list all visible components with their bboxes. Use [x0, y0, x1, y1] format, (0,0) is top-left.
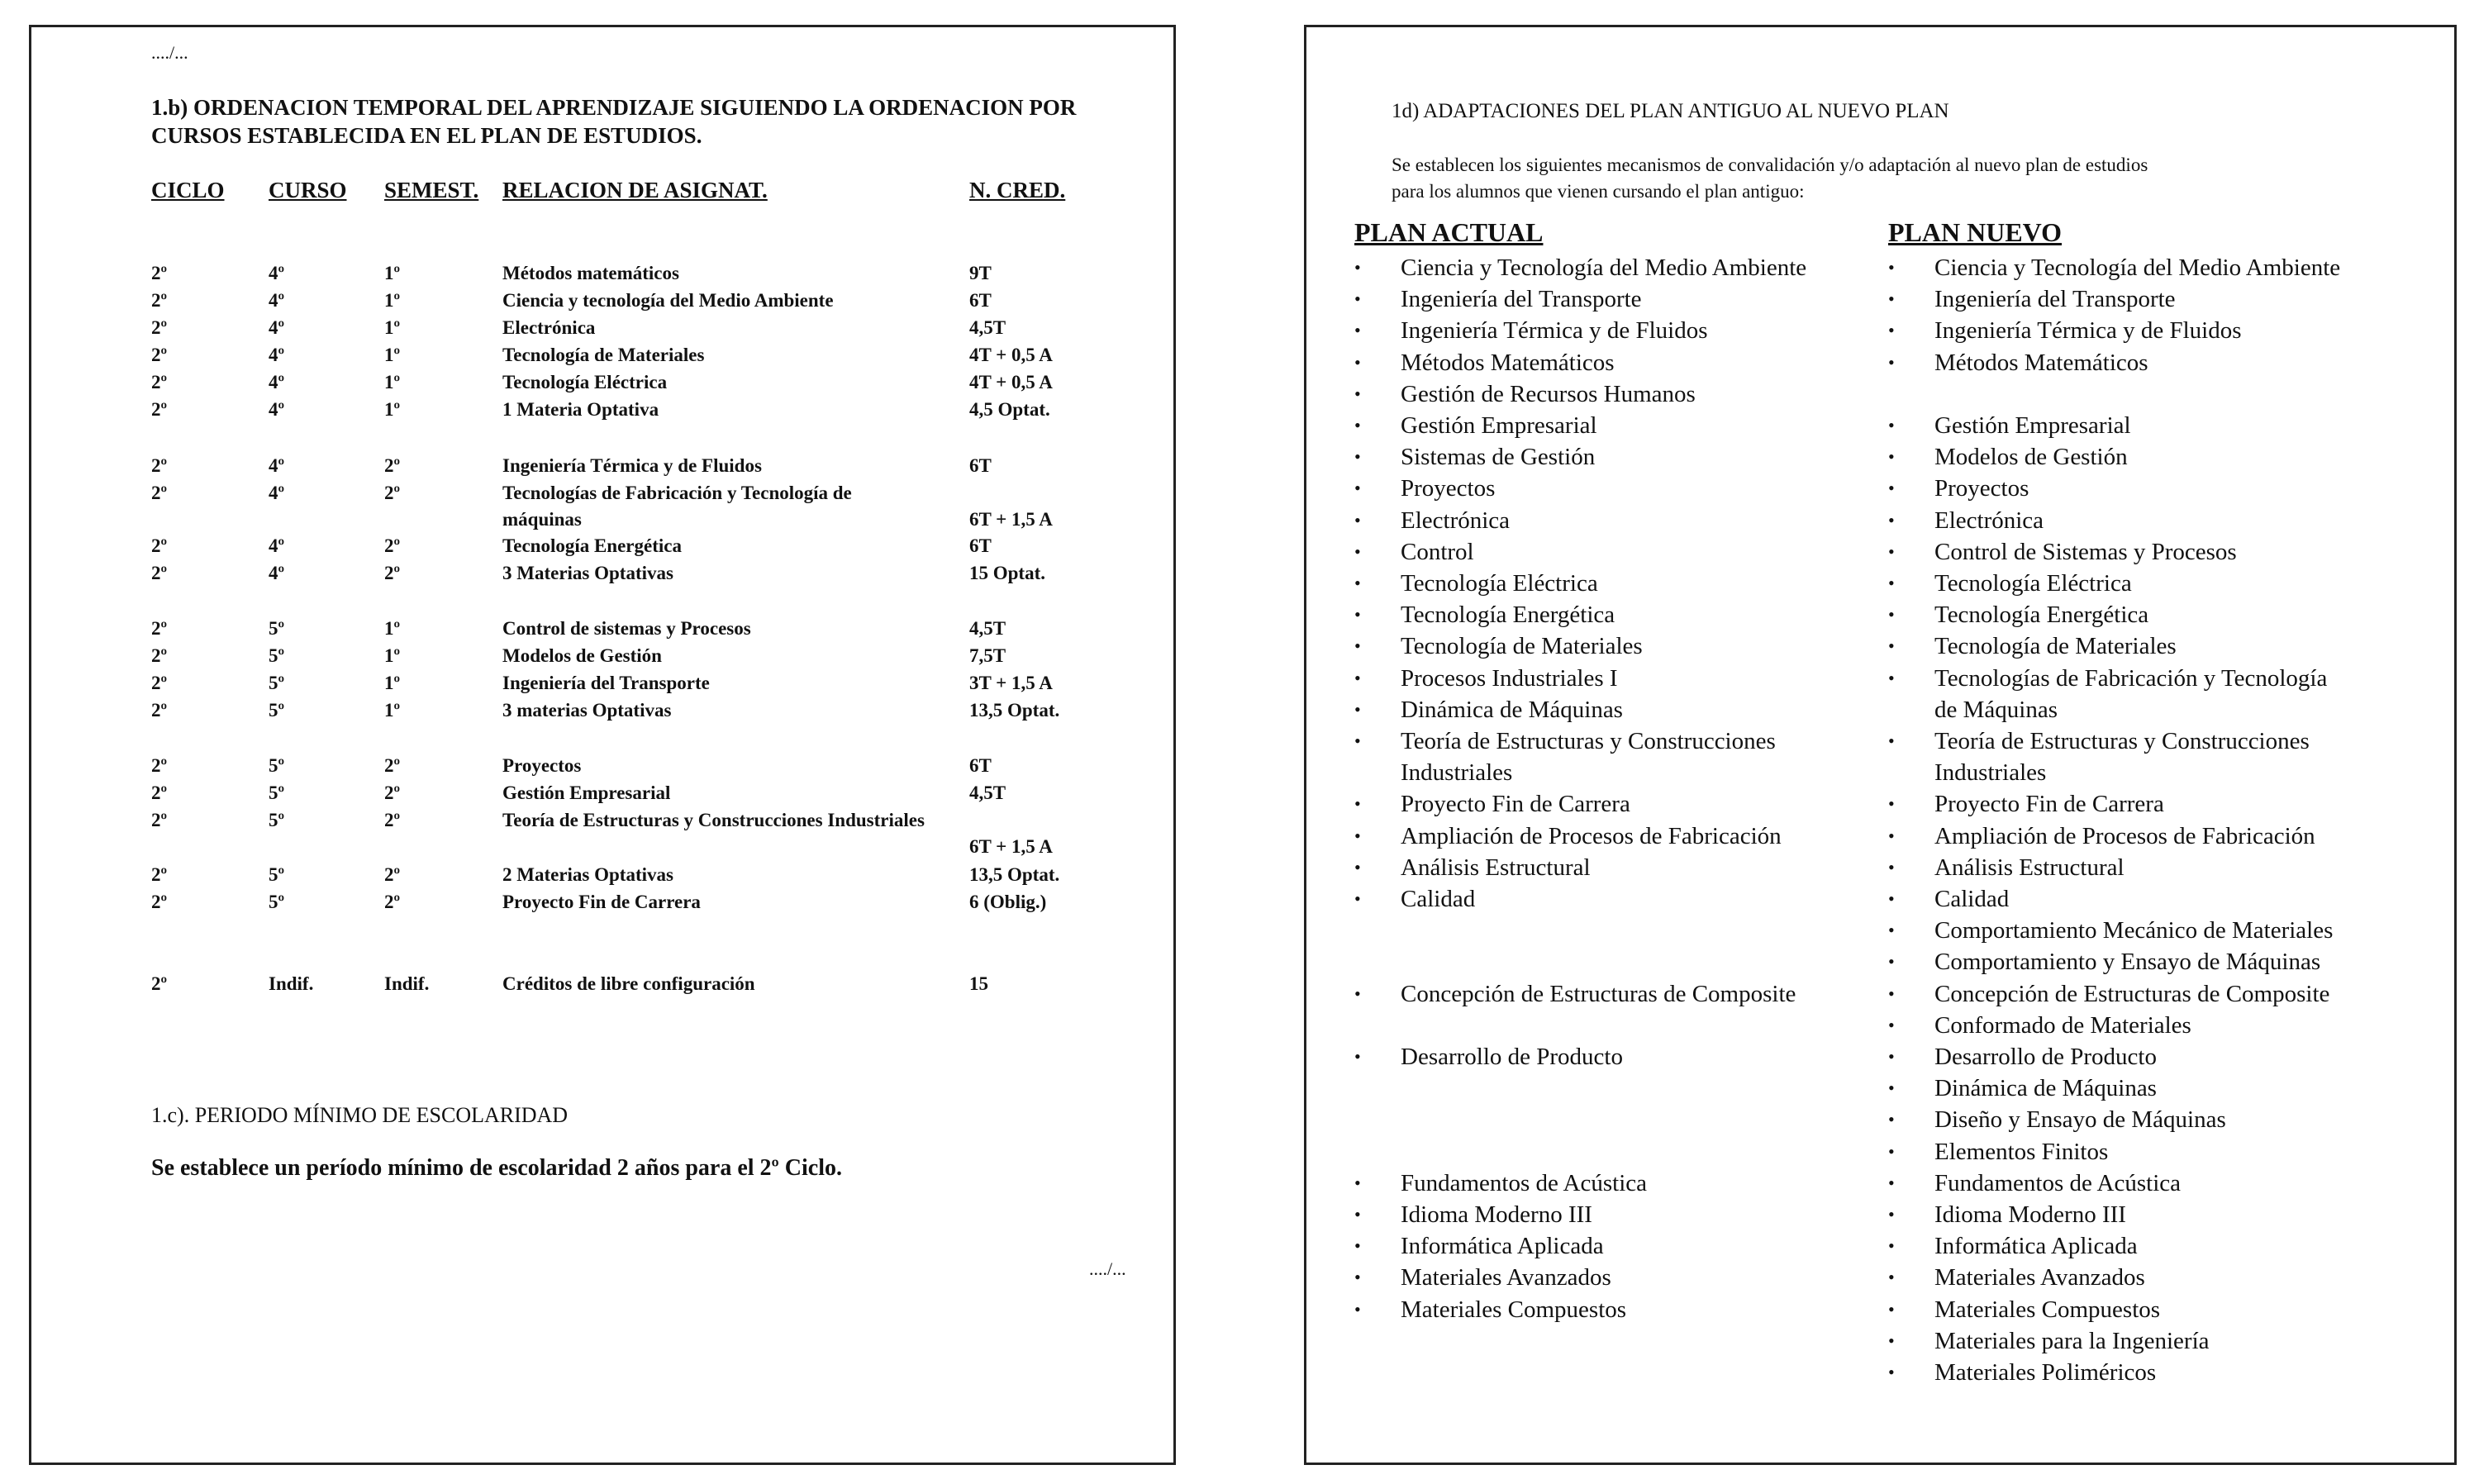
- bullet-icon: •: [1354, 699, 1361, 720]
- plan-nuevo-item-label: Análisis Estructural: [1934, 854, 2125, 881]
- cell-semest: 2º: [384, 563, 401, 583]
- cell-asignatura: Ingeniería del Transporte: [502, 673, 710, 693]
- cell-creditos: 13,5 Optat.: [969, 700, 1060, 721]
- cell-asignatura: Teoría de Estructuras y Construcciones Industriales: [502, 810, 925, 830]
- cell-creditos: 15 Optat.: [969, 563, 1045, 583]
- plan-actual-item-label: Desarrollo de Producto: [1401, 1044, 1623, 1070]
- cell-ciclo: 2º: [151, 263, 168, 283]
- bullet-icon: •: [1888, 1267, 1895, 1287]
- cell-creditos: 6T: [969, 290, 992, 311]
- plan-actual-item-label: Fundamentos de Acústica: [1401, 1170, 1648, 1196]
- bullet-icon: •: [1354, 1204, 1361, 1225]
- top-continuation-mark: ..../...: [151, 42, 188, 63]
- cell-asignatura: Créditos de libre configuración: [502, 973, 755, 994]
- plan-actual-item-label: Idioma Moderno III: [1401, 1201, 1592, 1228]
- cell-creditos: 6T: [969, 535, 992, 556]
- bullet-icon: •: [1354, 478, 1361, 498]
- bullet-icon: •: [1354, 983, 1361, 1004]
- cell-semest: 2º: [384, 455, 401, 476]
- cell-semest: 1º: [384, 700, 401, 721]
- bullet-icon: •: [1888, 1330, 1895, 1351]
- cell-semest: 2º: [384, 864, 401, 885]
- cell-semest: 2º: [384, 535, 401, 556]
- plan-actual-item-label: Teoría de Estructuras y Construcciones: [1401, 728, 1776, 754]
- cell-asignatura: Métodos matemáticos: [502, 263, 679, 283]
- bullet-icon: •: [1354, 635, 1361, 656]
- cell-asignatura: 2 Materias Optativas: [502, 864, 673, 885]
- cell-creditos: 3T + 1,5 A: [969, 673, 1053, 693]
- bullet-icon: •: [1354, 793, 1361, 814]
- plan-actual-heading: PLAN ACTUAL: [1354, 217, 1544, 247]
- cell-curso: 5º: [269, 755, 285, 776]
- column-header-ciclo: CICLO: [151, 178, 225, 202]
- plan-nuevo-item-label: Calidad: [1934, 886, 2010, 912]
- cell-ciclo: 2º: [151, 317, 168, 338]
- cell-asignatura: Tecnología de Materiales: [502, 345, 705, 365]
- cell-curso: 5º: [269, 810, 285, 830]
- cell-semest: 2º: [384, 782, 401, 803]
- plan-nuevo-item-label: Materiales para la Ingeniería: [1934, 1328, 2210, 1354]
- bullet-icon: •: [1888, 352, 1895, 373]
- bullet-icon: •: [1888, 1015, 1895, 1035]
- bullet-icon: •: [1354, 1235, 1361, 1256]
- cell-curso: 5º: [269, 892, 285, 912]
- plan-nuevo-item-label: Conformado de Materiales: [1934, 1012, 2191, 1039]
- column-header-creditos: N. CRED.: [969, 178, 1066, 202]
- bullet-icon: •: [1888, 478, 1895, 498]
- plan-nuevo-item-label: Gestión Empresarial: [1934, 412, 2131, 439]
- cell-creditos: 4T + 0,5 A: [969, 345, 1053, 365]
- cell-ciclo: 2º: [151, 755, 168, 776]
- cell-asignatura: Proyecto Fin de Carrera: [502, 892, 701, 912]
- plan-nuevo-item-label: Fundamentos de Acústica: [1934, 1170, 2182, 1196]
- plan-nuevo-item-label: Comportamiento Mecánico de Materiales: [1934, 917, 2334, 944]
- section-b-title: 1.b) ORDENACION TEMPORAL DEL APRENDIZAJE SIGUIENDO LA ORDENACION POR CURSOS ESTABLECIDA EN EL PLAN DE ESTUDIOS.: [151, 95, 1077, 148]
- section-c-text: Se establece un período mínimo de escolaridad 2 años para el 2º Ciclo.: [151, 1155, 842, 1181]
- plan-actual-item-label: Calidad: [1401, 886, 1476, 912]
- cell-asignatura: 1 Materia Optativa: [502, 399, 659, 420]
- cell-asignatura: 3 materias Optativas: [502, 700, 672, 721]
- bullet-icon: •: [1354, 730, 1361, 751]
- plan-nuevo-item-label: de Máquinas: [1934, 697, 2058, 723]
- bullet-icon: •: [1354, 1046, 1361, 1067]
- section-d-title: 1d) ADAPTACIONES DEL PLAN ANTIGUO AL NUEVO PLAN: [1392, 100, 1949, 122]
- cell-semest: 2º: [384, 755, 401, 776]
- plan-actual-item-label: Sistemas de Gestión: [1401, 444, 1596, 470]
- cell-ciclo: 2º: [151, 864, 168, 885]
- cell-curso: 4º: [269, 345, 285, 365]
- cell-curso: Indif.: [269, 973, 314, 994]
- cell-curso: 4º: [269, 399, 285, 420]
- cell-curso: 4º: [269, 455, 285, 476]
- cell-creditos: 9T: [969, 263, 992, 283]
- bullet-icon: •: [1354, 541, 1361, 562]
- bullet-icon: •: [1888, 1235, 1895, 1256]
- plan-actual-item-label: Procesos Industriales I: [1401, 665, 1618, 692]
- bullet-icon: •: [1888, 1109, 1895, 1130]
- plan-nuevo-item-label: Ciencia y Tecnología del Medio Ambiente: [1934, 254, 2341, 281]
- plan-nuevo-item-label: Industriales: [1934, 759, 2047, 786]
- cell-semest: Indif.: [384, 973, 430, 994]
- cell-semest: 1º: [384, 263, 401, 283]
- plan-actual-item-label: Ampliación de Procesos de Fabricación: [1401, 823, 1782, 849]
- plan-actual-item-label: Proyecto Fin de Carrera: [1401, 791, 1630, 817]
- cell-ciclo: 2º: [151, 973, 168, 994]
- cell-ciclo: 2º: [151, 455, 168, 476]
- left-page: [29, 25, 1176, 1465]
- bullet-icon: •: [1354, 446, 1361, 467]
- plan-nuevo-item-label: Tecnología Energética: [1934, 602, 2149, 628]
- cell-asignatura: Electrónica: [502, 317, 596, 338]
- bullet-icon: •: [1888, 1141, 1895, 1162]
- cell-ciclo: 2º: [151, 290, 168, 311]
- cell-creditos: 4,5T: [969, 618, 1006, 639]
- plan-nuevo-item-label: Ampliación de Procesos de Fabricación: [1934, 823, 2315, 849]
- cell-asignatura: Ciencia y tecnología del Medio Ambiente: [502, 290, 834, 311]
- cell-semest: 2º: [384, 892, 401, 912]
- plan-actual-item-label: Tecnología Eléctrica: [1401, 570, 1598, 597]
- cell-curso: 5º: [269, 618, 285, 639]
- cell-curso: 5º: [269, 782, 285, 803]
- plan-actual-item-label: Dinámica de Máquinas: [1401, 697, 1623, 723]
- bullet-icon: •: [1888, 888, 1895, 909]
- cell-creditos: 4,5T: [969, 317, 1006, 338]
- cell-semest: 1º: [384, 317, 401, 338]
- plan-nuevo-item-label: Ingeniería del Transporte: [1934, 286, 2176, 312]
- cell-ciclo: 2º: [151, 782, 168, 803]
- section-c-title: 1.c). PERIODO MÍNIMO DE ESCOLARIDAD: [151, 1103, 569, 1127]
- bullet-icon: •: [1354, 1267, 1361, 1287]
- bullet-icon: •: [1888, 257, 1895, 278]
- cell-asignatura: Control de sistemas y Procesos: [502, 618, 751, 639]
- cell-curso: 4º: [269, 483, 285, 503]
- bullet-icon: •: [1354, 1299, 1361, 1320]
- bullet-icon: •: [1888, 793, 1895, 814]
- plan-nuevo-item-label: Proyectos: [1934, 475, 2029, 502]
- bullet-icon: •: [1888, 1077, 1895, 1098]
- bullet-icon: •: [1354, 383, 1361, 404]
- column-header-curso: CURSO: [269, 178, 347, 202]
- cell-ciclo: 2º: [151, 810, 168, 830]
- cell-asignatura: Ingeniería Térmica y de Fluidos: [502, 455, 762, 476]
- bullet-icon: •: [1888, 415, 1895, 435]
- bullet-icon: •: [1888, 668, 1895, 688]
- bullet-icon: •: [1888, 288, 1895, 309]
- bullet-icon: •: [1354, 257, 1361, 278]
- plan-actual-item-label: Métodos Matemáticos: [1401, 350, 1615, 376]
- cell-curso: 4º: [269, 317, 285, 338]
- cell-creditos: 4T + 0,5 A: [969, 372, 1053, 392]
- cell-semest: 1º: [384, 372, 401, 392]
- bottom-continuation-mark: ..../...: [1089, 1258, 1126, 1279]
- bullet-icon: •: [1888, 920, 1895, 940]
- cell-semest: 1º: [384, 399, 401, 420]
- bullet-icon: •: [1888, 320, 1895, 340]
- plan-actual-item-label: Informática Aplicada: [1401, 1233, 1604, 1259]
- plan-actual-item-label: Materiales Compuestos: [1401, 1296, 1627, 1323]
- cell-asignatura: Tecnología Eléctrica: [502, 372, 668, 392]
- bullet-icon: •: [1888, 1299, 1895, 1320]
- bullet-icon: •: [1888, 1362, 1895, 1382]
- plan-nuevo-item-label: Proyecto Fin de Carrera: [1934, 791, 2164, 817]
- cell-semest: 1º: [384, 645, 401, 666]
- cell-curso: 5º: [269, 673, 285, 693]
- cell-semest: 2º: [384, 810, 401, 830]
- plan-actual-item-label: Electrónica: [1401, 507, 1511, 534]
- cell-creditos: 15: [969, 973, 988, 994]
- cell-ciclo: 2º: [151, 563, 168, 583]
- plan-nuevo-item-label: Ingeniería Térmica y de Fluidos: [1934, 317, 2242, 344]
- cell-curso: 4º: [269, 563, 285, 583]
- bullet-icon: •: [1888, 1172, 1895, 1193]
- cell-asignatura: Gestión Empresarial: [502, 782, 671, 803]
- plan-nuevo-heading: PLAN NUEVO: [1888, 217, 2063, 247]
- plan-nuevo-item-label: Comportamiento y Ensayo de Máquinas: [1934, 949, 2321, 975]
- bullet-icon: •: [1888, 730, 1895, 751]
- cell-ciclo: 2º: [151, 483, 168, 503]
- bullet-icon: •: [1354, 888, 1361, 909]
- plan-nuevo-item-label: Materiales Avanzados: [1934, 1264, 2145, 1291]
- cell-ciclo: 2º: [151, 372, 168, 392]
- plan-actual-item-label: Concepción de Estructuras de Composite: [1401, 981, 1796, 1007]
- cell-asignatura: Tecnología Energética: [502, 535, 682, 556]
- bullet-icon: •: [1354, 415, 1361, 435]
- bullet-icon: •: [1888, 1204, 1895, 1225]
- cell-creditos: 6 (Oblig.): [969, 892, 1047, 912]
- plan-nuevo-item-label: Informática Aplicada: [1934, 1233, 2138, 1259]
- bullet-icon: •: [1888, 1046, 1895, 1067]
- cell-ciclo: 2º: [151, 700, 168, 721]
- cell-creditos: 6T + 1,5 A: [969, 509, 1053, 530]
- plan-actual-item-label: Tecnología Energética: [1401, 602, 1615, 628]
- cell-semest: 1º: [384, 345, 401, 365]
- plan-nuevo-item-label: Dinámica de Máquinas: [1934, 1075, 2157, 1101]
- cell-creditos: 4,5T: [969, 782, 1006, 803]
- cell-asignatura: Modelos de Gestión: [502, 645, 662, 666]
- cell-semest: 2º: [384, 483, 401, 503]
- bullet-icon: •: [1354, 825, 1361, 846]
- plan-nuevo-item-label: Tecnología de Materiales: [1934, 633, 2177, 659]
- cell-semest: 1º: [384, 290, 401, 311]
- cell-curso: 5º: [269, 700, 285, 721]
- cell-creditos: 13,5 Optat.: [969, 864, 1060, 885]
- plan-actual-item-label: Gestión Empresarial: [1401, 412, 1597, 439]
- plan-nuevo-item-label: Concepción de Estructuras de Composite: [1934, 981, 2330, 1007]
- cell-ciclo: 2º: [151, 645, 168, 666]
- cell-ciclo: 2º: [151, 535, 168, 556]
- cell-curso: 5º: [269, 864, 285, 885]
- intro-line-2: para los alumnos que vienen cursando el plan antiguo:: [1392, 181, 1805, 202]
- bullet-icon: •: [1888, 604, 1895, 625]
- plan-nuevo-item-label: Métodos Matemáticos: [1934, 350, 2148, 376]
- cell-asignatura: 3 Materias Optativas: [502, 563, 673, 583]
- plan-nuevo-item-label: Elementos Finitos: [1934, 1139, 2109, 1165]
- plan-nuevo-item-label: Desarrollo de Producto: [1934, 1044, 2157, 1070]
- cell-asignatura: Proyectos: [502, 755, 582, 776]
- bullet-icon: •: [1888, 951, 1895, 972]
- bullet-icon: •: [1888, 825, 1895, 846]
- cell-creditos: 6T: [969, 455, 992, 476]
- plan-nuevo-item-label: Modelos de Gestión: [1934, 444, 2128, 470]
- bullet-icon: •: [1888, 446, 1895, 467]
- cell-creditos: 6T: [969, 755, 992, 776]
- column-header-semest: SEMEST.: [384, 178, 479, 202]
- plan-actual-item-label: Análisis Estructural: [1401, 854, 1591, 881]
- cell-curso: 4º: [269, 263, 285, 283]
- cell-creditos: 7,5T: [969, 645, 1006, 666]
- cell-creditos: 6T + 1,5 A: [969, 836, 1053, 857]
- bullet-icon: •: [1888, 541, 1895, 562]
- bullet-icon: •: [1354, 320, 1361, 340]
- bullet-icon: •: [1354, 857, 1361, 878]
- plan-actual-item-label: Control: [1401, 539, 1474, 565]
- bullet-icon: •: [1888, 510, 1895, 530]
- bullet-icon: •: [1888, 635, 1895, 656]
- intro-line-1: Se establecen los siguientes mecanismos de convalidación y/o adaptación al nuevo plan de estudios: [1392, 155, 2148, 175]
- cell-ciclo: 2º: [151, 345, 168, 365]
- cell-curso: 4º: [269, 290, 285, 311]
- plan-nuevo-item-label: Materiales Poliméricos: [1934, 1359, 2157, 1386]
- cell-ciclo: 2º: [151, 673, 168, 693]
- plan-nuevo-item-label: Tecnologías de Fabricación y Tecnología: [1934, 665, 2328, 692]
- cell-ciclo: 2º: [151, 399, 168, 420]
- bullet-icon: •: [1888, 573, 1895, 593]
- bullet-icon: •: [1354, 1172, 1361, 1193]
- cell-ciclo: 2º: [151, 892, 168, 912]
- plan-nuevo-item-label: Materiales Compuestos: [1934, 1296, 2161, 1323]
- plan-nuevo-item-label: Idioma Moderno III: [1934, 1201, 2126, 1228]
- bullet-icon: •: [1354, 604, 1361, 625]
- plan-actual-item-label: Tecnología de Materiales: [1401, 633, 1643, 659]
- plan-nuevo-item-label: Tecnología Eléctrica: [1934, 570, 2132, 597]
- bullet-icon: •: [1888, 857, 1895, 878]
- plan-actual-item-label: Ingeniería del Transporte: [1401, 286, 1642, 312]
- plan-actual-item-label: Industriales: [1401, 759, 1513, 786]
- cell-curso: 5º: [269, 645, 285, 666]
- cell-semest: 1º: [384, 618, 401, 639]
- right-page: [1304, 25, 2457, 1465]
- plan-nuevo-item-label: Diseño y Ensayo de Máquinas: [1934, 1106, 2226, 1133]
- cell-creditos: 4,5 Optat.: [969, 399, 1050, 420]
- cell-semest: 1º: [384, 673, 401, 693]
- cell-curso: 4º: [269, 535, 285, 556]
- bullet-icon: •: [1354, 668, 1361, 688]
- cell-ciclo: 2º: [151, 618, 168, 639]
- plan-nuevo-item-label: Control de Sistemas y Procesos: [1934, 539, 2237, 565]
- column-header-asignatura: RELACION DE ASIGNAT.: [502, 178, 768, 202]
- bullet-icon: •: [1354, 352, 1361, 373]
- plan-actual-item-label: Ingeniería Térmica y de Fluidos: [1401, 317, 1708, 344]
- cell-asignatura: Tecnologías de Fabricación y Tecnología de máquinas: [502, 483, 852, 530]
- cell-curso: 4º: [269, 372, 285, 392]
- bullet-icon: •: [1888, 983, 1895, 1004]
- bullet-icon: •: [1354, 510, 1361, 530]
- plan-actual-item-label: Materiales Avanzados: [1401, 1264, 1611, 1291]
- plan-actual-item-label: Proyectos: [1401, 475, 1496, 502]
- plan-nuevo-item-label: Teoría de Estructuras y Construcciones: [1934, 728, 2310, 754]
- bullet-icon: •: [1354, 573, 1361, 593]
- plan-actual-item-label: Ciencia y Tecnología del Medio Ambiente: [1401, 254, 1807, 281]
- plan-nuevo-item-label: Electrónica: [1934, 507, 2044, 534]
- plan-actual-item-label: Gestión de Recursos Humanos: [1401, 381, 1696, 407]
- bullet-icon: •: [1354, 288, 1361, 309]
